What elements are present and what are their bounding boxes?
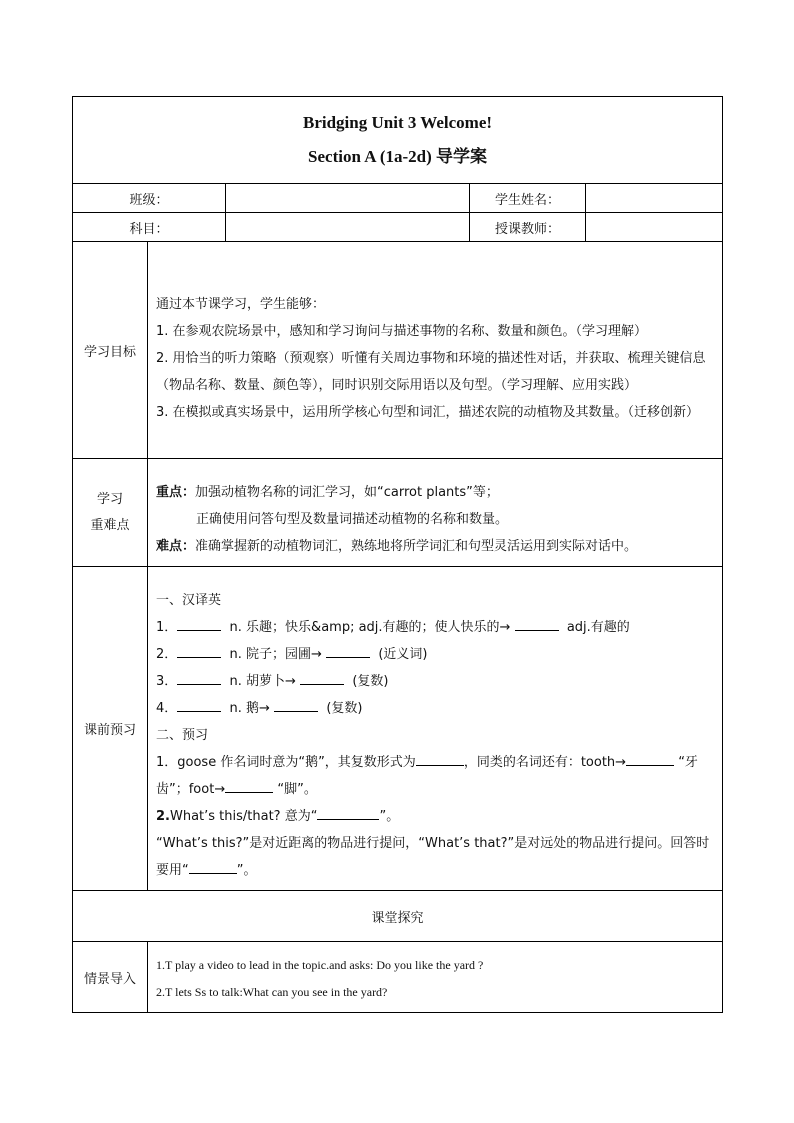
teacher-value-field[interactable] bbox=[586, 213, 723, 242]
answer-blank[interactable] bbox=[189, 873, 237, 874]
answer-blank[interactable] bbox=[177, 630, 221, 631]
class-label: 班级： bbox=[73, 184, 226, 213]
document-subtitle: Section A (1a-2d) 导学案 bbox=[308, 147, 488, 166]
answer-blank[interactable] bbox=[177, 657, 221, 658]
answer-blank[interactable] bbox=[300, 684, 344, 685]
intro-line-1: 1.T play a video to lead in the topic.and asks: Do you like the yard ? bbox=[156, 958, 484, 972]
class-value-field[interactable] bbox=[226, 184, 470, 213]
answer-blank[interactable] bbox=[326, 657, 370, 658]
vocab-item: 1． n. 乐趣；快乐&amp; adj.有趣的；使人快乐的→ adj.有趣的 bbox=[156, 620, 630, 635]
objective-item: 1. 在参观农院场景中，感知和学习询问与描述事物的名称、数量和颜色。（学习理解） bbox=[156, 323, 648, 339]
difficult-point-text: 准确掌握新的动植物词汇，熟练地将所学词汇和句型灵活运用到实际对话中。 bbox=[195, 539, 638, 554]
preview-label: 课前预习 bbox=[73, 567, 148, 891]
key-points-label-line2: 重难点 bbox=[90, 517, 130, 533]
difficult-point-tag: 难点： bbox=[156, 539, 196, 554]
key-points-label-line1: 学习 bbox=[96, 491, 123, 507]
preview-question-3: “What’s this?”是对近距离的物品进行提问，“What’s that?”是对远处的物品进行提问。回答时要用“ ”。 bbox=[156, 836, 710, 878]
title-cell bbox=[73, 97, 723, 184]
vocab-item: 4． n. 鹅→ (复数) bbox=[156, 701, 363, 716]
answer-blank[interactable] bbox=[225, 792, 273, 793]
answer-blank[interactable] bbox=[274, 711, 318, 712]
intro-section-label: 情景导入 bbox=[73, 942, 148, 1013]
student-name-field[interactable] bbox=[586, 184, 723, 213]
intro-line-2: 2.T lets Ss to talk:What can you see in the yard? bbox=[156, 985, 388, 999]
vocab-item: 3． n. 胡萝卜→ (复数) bbox=[156, 674, 389, 689]
key-points-content bbox=[148, 459, 723, 567]
key-point-tag: 重点： bbox=[156, 485, 196, 500]
preview-question-2: 2.What’s this/that? 意为“ ”。 bbox=[156, 809, 400, 824]
document-title: Bridging Unit 3 Welcome! bbox=[303, 113, 493, 132]
preview-part1-title: 一、汉译英 bbox=[156, 593, 222, 608]
objectives-intro: 通过本节课学习，学生能够： bbox=[156, 296, 326, 312]
key-point-text: 加强动植物名称的词汇学习，如“carrot plants”等； bbox=[195, 485, 499, 500]
answer-blank[interactable] bbox=[317, 819, 379, 820]
vocab-item: 2． n. 院子；园圃→ (近义词) bbox=[156, 647, 428, 662]
answer-blank[interactable] bbox=[515, 630, 559, 631]
subject-value-field[interactable] bbox=[226, 213, 470, 242]
worksheet-table bbox=[72, 96, 723, 1013]
key-points-label bbox=[73, 459, 148, 567]
objectives-label: 学习目标 bbox=[73, 242, 148, 459]
objective-item: 2. 用恰当的听力策略（预观察）听懂有关周边事物和环境的描述性对话，并获取、梳理关键信息（物品名称、数量、颜色等），同时识别交际用语以及句型。（学习理解、应用实践） bbox=[156, 350, 706, 393]
preview-content bbox=[148, 567, 723, 891]
intro-section-content bbox=[148, 942, 723, 1013]
preview-part2-title: 二、预习 bbox=[156, 728, 209, 743]
objective-item: 3. 在模拟或真实场景中，运用所学核心句型和词汇，描述农院的动植物及其数量。（迁移创新） bbox=[156, 404, 700, 420]
answer-blank[interactable] bbox=[416, 765, 464, 766]
answer-blank[interactable] bbox=[177, 684, 221, 685]
classroom-heading: 课堂探究 bbox=[73, 891, 723, 942]
student-name-label: 学生姓名： bbox=[470, 184, 586, 213]
teacher-label: 授课教师： bbox=[470, 213, 586, 242]
answer-blank[interactable] bbox=[177, 711, 221, 712]
subject-label: 科目： bbox=[73, 213, 226, 242]
answer-blank[interactable] bbox=[626, 765, 674, 766]
preview-question-1: 1．goose 作名词时意为“鹅”，其复数形式为 ，同类的名词还有：tooth→ “牙齿”；foot→ “脚”。 bbox=[156, 755, 698, 797]
objectives-content bbox=[148, 242, 723, 459]
key-point-text-2: 正确使用问答句型及数量词描述动植物的名称和数量。 bbox=[196, 512, 509, 527]
